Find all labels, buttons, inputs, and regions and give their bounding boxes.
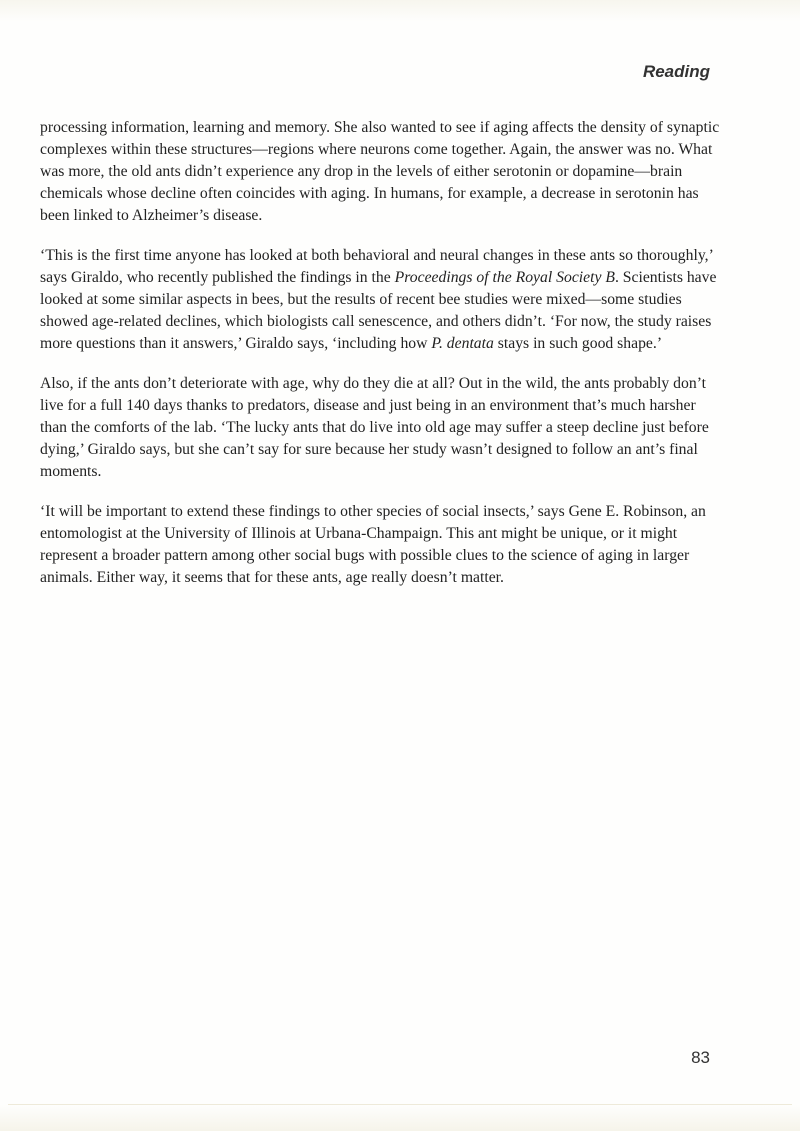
body-paragraph [40,117,722,227]
article-body [40,117,722,607]
text-run: ‘It will be important to extend these findings to other species of social insects,’ says Gene E. Robinson, an entomologist at the University of Illinois at Urbana-Champaign. This ant might be unique, or it might represent a broader pattern among other social bugs with possible clues to the science of aging in larger animals. Either way, it seems that for these ants, age really doesn’t matter. [40,503,706,586]
scan-top-edge [0,0,800,22]
text-run: processing information, learning and memory. She also wanted to see if aging affects the density of synaptic complexes within these structures—regions where neurons come together. Again, the answer was no. What was more, the old ants didn’t experience any drop in the levels of either serotonin or dopamine—brain chemicals whose decline often coincides with aging. In humans, for example, a decrease in serotonin has been linked to Alzheimer’s disease. [40,119,720,224]
text-run: Also, if the ants don’t deteriorate with age, why do they die at all? Out in the wild, the ants probably don’t live for a full 140 days thanks to predators, disease and just being in an environment that’s much harsher than the comforts of the lab. ‘The lucky ants that do live into old age may suffer a steep decline just before dying,’ Giraldo says, but she can’t say for sure because her study wasn’t designed to follow an ant’s final moments. [40,375,709,480]
page-number: 83 [691,1048,710,1067]
italic-text: P. dentata [431,335,494,352]
italic-text: Proceedings of the Royal Society B [394,269,615,286]
scan-bottom-edge [0,1105,800,1131]
text-run: stays in such good shape.’ [493,335,663,352]
body-paragraph [40,373,722,483]
section-header: Reading [642,62,710,81]
body-paragraph [40,501,722,589]
text-run: . Scientists have looked at some similar aspects in bees, but the results of recent bee studies were mixed—some studies showed age-related declines, which biologists call senescence, and others didn’t. ‘For now, the study raises more questions than it answers,’ Giraldo says, ‘including how [40,269,717,352]
body-paragraph [40,245,722,355]
text-run: ‘This is the first time anyone has looked at both behavioral and neural changes in these ants so thoroughly,’ says Giraldo, who recently published the findings in the [40,247,713,286]
